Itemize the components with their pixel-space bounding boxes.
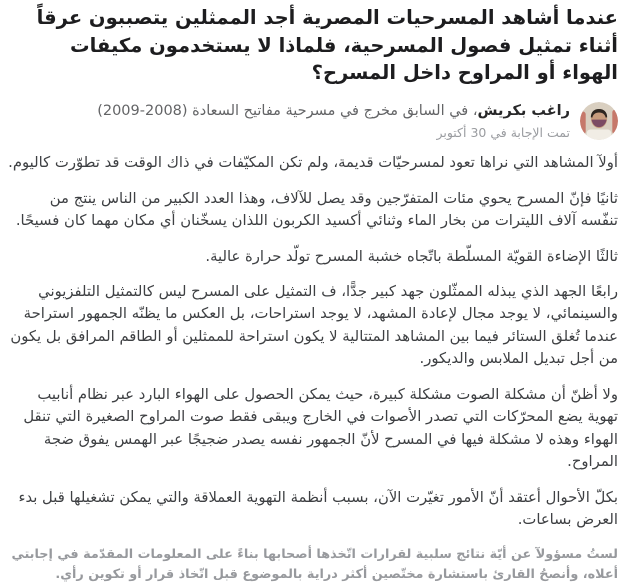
answer-paragraph-2: ثانيًا فإنّ المسرح يحوي مئات المتفرّجين وقد يصل للآلاف، وهذا العدد الكبير من الناس ينتج من تنفّسه آلاف الليترات من بخار الماء وثنائي أكسيد الكربون اللذان يسخّنان أي مكان مهما كان فسيحًا. <box>15 189 618 230</box>
answer-disclaimer: لستُ مسؤولآ عن أيّة نتائج سلبية لقرارات اتّخذها أصحابها بناءً على المعلومات المقدّمة في إجابتي أعلاه، وأنصحُ القارئ باستشارة مختّصين أكثر دراية بالموضوع قبل اتّخاذ قرار أو تكوين رأي. <box>11 546 618 583</box>
avatar[interactable] <box>580 102 618 140</box>
author-line <box>8 102 570 122</box>
answer-paragraph-5: ولا أظنّ أن مشكلة الصوت مشكلة كبيرة، حيث يمكن الحصول على الهواء البارد عبر نظام أنابيب تهوية يضع المحرّكات التي تصدر الأصوات في الخارج ويبقى فقط صوت المراوح الصغيرة التي تنقل الهواء وهذه لا مشكلة فيها في المسرح لأنّ الجمهور نفسه يصدر ضجيجًا عبر الهمس يفوق ضجة المراوح. <box>23 385 618 471</box>
answer-paragraph-3: ثالثًا الإضاءة القويّة المسلّطة باتّجاه خشبة المسرح تولّد حرارة عالية. <box>205 247 618 265</box>
question-title: عندما أشاهد المسرحيات المصرية أجد الممثلين يتصببون عرقاً أثناء تمثيل فصول المسرحية، فلماذا لا يستخدمون مكيفات الهواء أو المراوح داخل المسرح؟ <box>36 6 618 85</box>
author-row <box>8 102 618 140</box>
person-with-mask-icon <box>580 125 618 140</box>
answer-paragraph-1: أولآ المشاهد التي نراها تعود لمسرحيّات قديمة، ولم تكن المكيّفات في ذاك الوقت قد تطوّرت كاليوم. <box>8 154 618 172</box>
author-credential: ، في السابق مخرج في مسرحية مفاتيح السعادة (2008-2009) <box>97 103 478 120</box>
answer-paragraph-4: رابعًا الجهد الذي يبذله الممثّلون جهد كبير جدًّا، ف التمثيل على المسرح ليس كالتمثيل التلفزيوني والسينمائي، لا يوجد مجال لإعادة المشهد، لا يوجد استراحات، بل العكس ما يظنّه الجمهور استراحة عندما تُغلق الستائر فيما بين المشاهد المتتالية لا يكون استراحة للممثلين أو الطاقم المرافق بل يكون من أجل تبديل الملابس والديكور. <box>10 283 618 368</box>
answer-body <box>8 152 618 585</box>
author-name[interactable]: راغب بكريش <box>477 103 570 120</box>
answer-paragraph-6: بكلّ الأحوال أعتقد أنّ الأمور تغيّرت الآن، بسبب أنظمة التهوية العملاقة والتي يمكن تشغيلها قبل بدء العرض بساعات. <box>18 488 618 529</box>
answer-timestamp: تمت الإجابة في 30 أكتوبر <box>436 124 570 140</box>
author-info <box>8 102 570 140</box>
